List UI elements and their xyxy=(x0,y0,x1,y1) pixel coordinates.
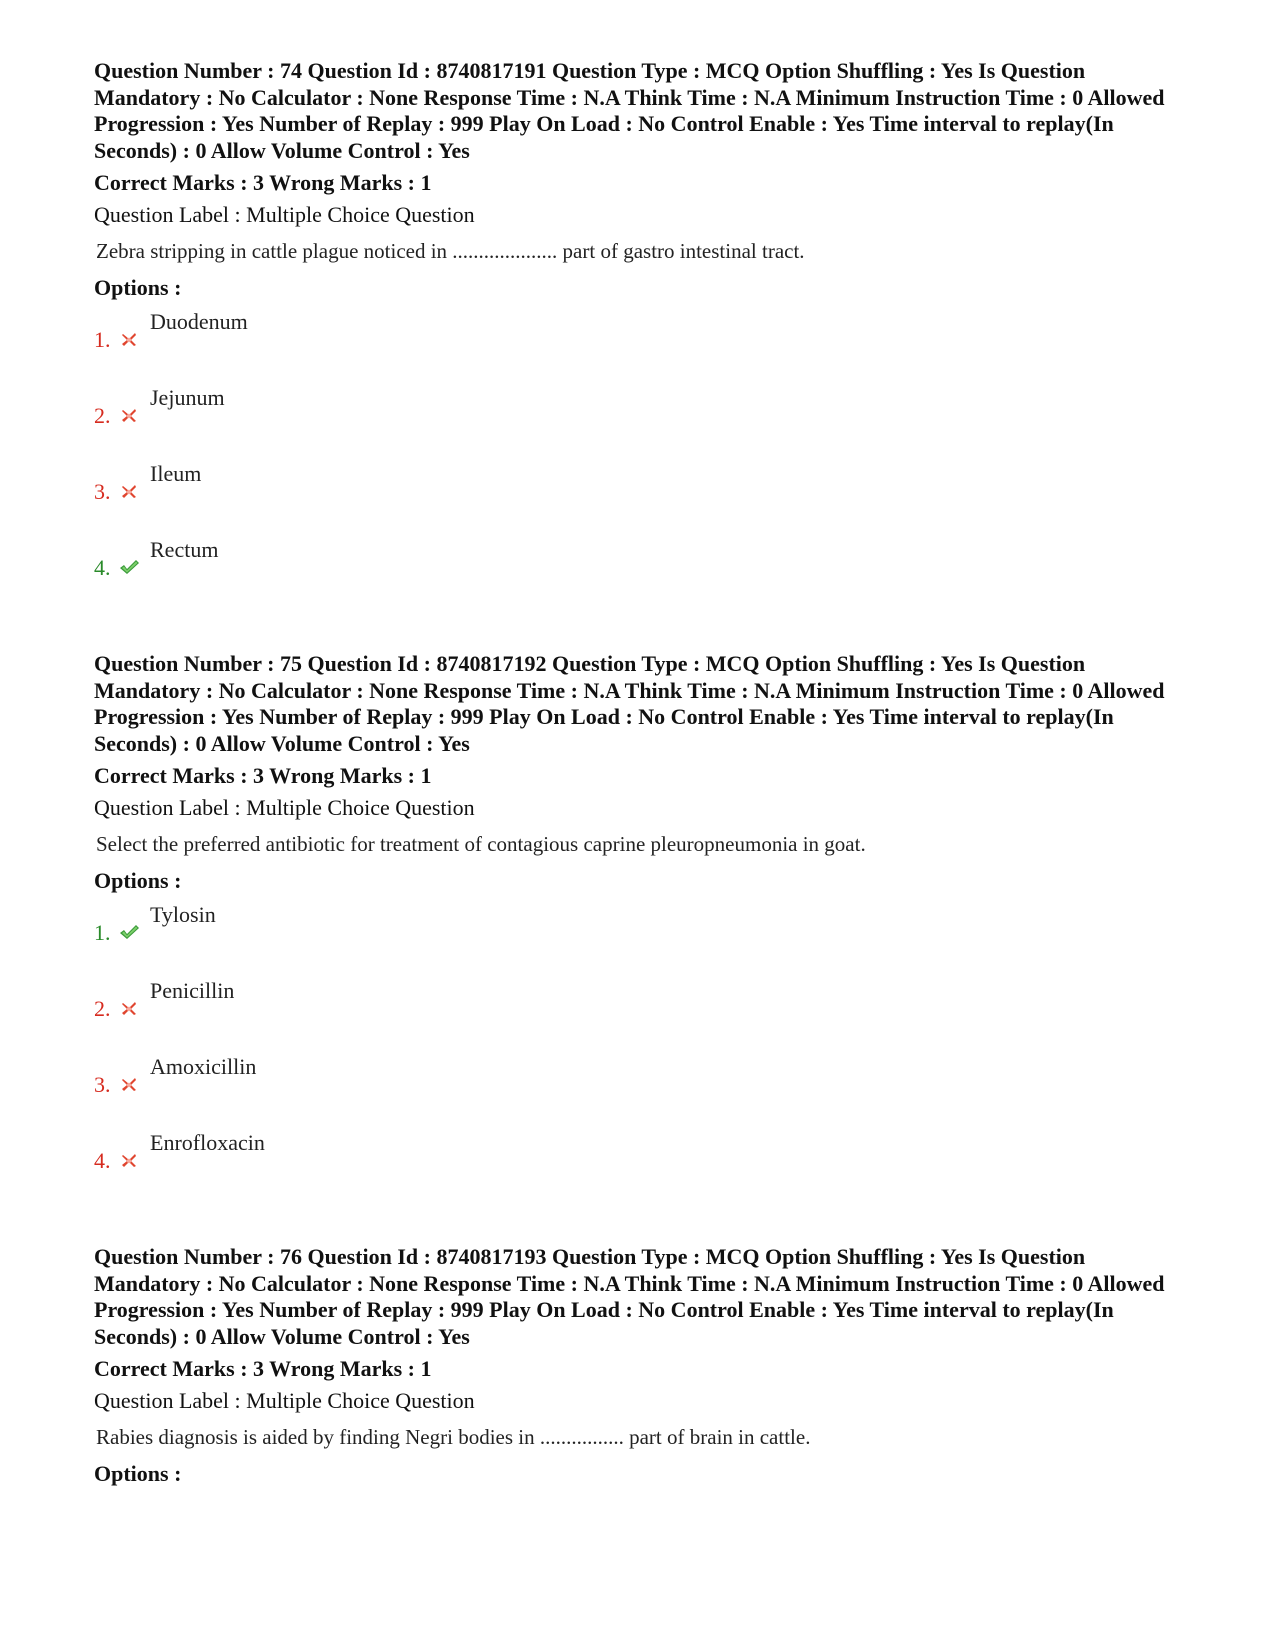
check-icon xyxy=(118,922,140,942)
option-2[interactable] xyxy=(94,383,1194,459)
option-3[interactable] xyxy=(94,459,1194,535)
question-label: Question Label : Multiple Choice Question xyxy=(94,795,475,820)
option-number: 3. xyxy=(94,479,111,504)
options-label: Options : xyxy=(94,275,182,300)
options-label: Options : xyxy=(94,1461,182,1486)
cross-icon xyxy=(118,1074,140,1094)
question-paper xyxy=(94,58,1194,1487)
question-76 xyxy=(94,1244,1194,1487)
option-number: 3. xyxy=(94,1072,111,1097)
question-marks: Correct Marks : 3 Wrong Marks : 1 xyxy=(94,763,432,788)
option-number: 4. xyxy=(94,555,111,580)
question-text: Select the preferred antibiotic for treatment of contagious caprine pleuropneumonia in goat. xyxy=(96,832,866,856)
option-text: Amoxicillin xyxy=(150,1054,257,1079)
question-label: Question Label : Multiple Choice Question xyxy=(94,202,475,227)
question-marks: Correct Marks : 3 Wrong Marks : 1 xyxy=(94,1356,432,1381)
options-label: Options : xyxy=(94,868,182,893)
option-4[interactable] xyxy=(94,535,1194,611)
option-2[interactable] xyxy=(94,976,1194,1052)
option-text: Jejunum xyxy=(150,385,225,410)
options-list xyxy=(94,307,1194,611)
option-1[interactable] xyxy=(94,307,1194,383)
cross-icon xyxy=(118,1150,140,1170)
cross-icon xyxy=(118,998,140,1018)
question-74 xyxy=(94,58,1194,611)
option-number: 2. xyxy=(94,403,111,428)
cross-icon xyxy=(118,481,140,501)
option-text: Penicillin xyxy=(150,978,235,1003)
option-number: 4. xyxy=(94,1148,111,1173)
question-marks: Correct Marks : 3 Wrong Marks : 1 xyxy=(94,170,432,195)
options-list xyxy=(94,900,1194,1204)
question-text: Rabies diagnosis is aided by finding Negri bodies in ................ part of brain in cattle. xyxy=(96,1425,811,1449)
option-1[interactable] xyxy=(94,900,1194,976)
option-text: Rectum xyxy=(150,537,219,562)
option-text: Tylosin xyxy=(150,902,216,927)
option-number: 1. xyxy=(94,327,111,352)
option-number: 2. xyxy=(94,996,111,1021)
question-meta: Question Number : 74 Question Id : 8740817191 Question Type : MCQ Option Shuffling : Yes Is Question Mandatory : No Calculator : None Response Time : N.A Think Time : N.A Minimum Instruction Time : 0 Allowed Progression : Yes Number of Replay : 999 Play On Load : No Control Enable : Yes Time interval to replay(In Seconds) : 0 Allow Volume Control : Yes xyxy=(94,58,1165,163)
question-meta: Question Number : 75 Question Id : 8740817192 Question Type : MCQ Option Shuffling : Yes Is Question Mandatory : No Calculator : None Response Time : N.A Think Time : N.A Minimum Instruction Time : 0 Allowed Progression : Yes Number of Replay : 999 Play On Load : No Control Enable : Yes Time interval to replay(In Seconds) : 0 Allow Volume Control : Yes xyxy=(94,651,1165,756)
option-text: Enrofloxacin xyxy=(150,1130,265,1155)
question-text: Zebra stripping in cattle plague noticed in .................... part of gastro intestinal tract. xyxy=(96,239,805,263)
question-label: Question Label : Multiple Choice Question xyxy=(94,1388,475,1413)
cross-icon xyxy=(118,405,140,425)
cross-icon xyxy=(118,329,140,349)
option-number: 1. xyxy=(94,920,111,945)
option-4[interactable] xyxy=(94,1128,1194,1204)
option-text: Ileum xyxy=(150,461,202,486)
option-text: Duodenum xyxy=(150,309,248,334)
question-meta: Question Number : 76 Question Id : 8740817193 Question Type : MCQ Option Shuffling : Yes Is Question Mandatory : No Calculator : None Response Time : N.A Think Time : N.A Minimum Instruction Time : 0 Allowed Progression : Yes Number of Replay : 999 Play On Load : No Control Enable : Yes Time interval to replay(In Seconds) : 0 Allow Volume Control : Yes xyxy=(94,1244,1165,1349)
option-3[interactable] xyxy=(94,1052,1194,1128)
question-75 xyxy=(94,651,1194,1204)
check-icon xyxy=(118,557,140,577)
